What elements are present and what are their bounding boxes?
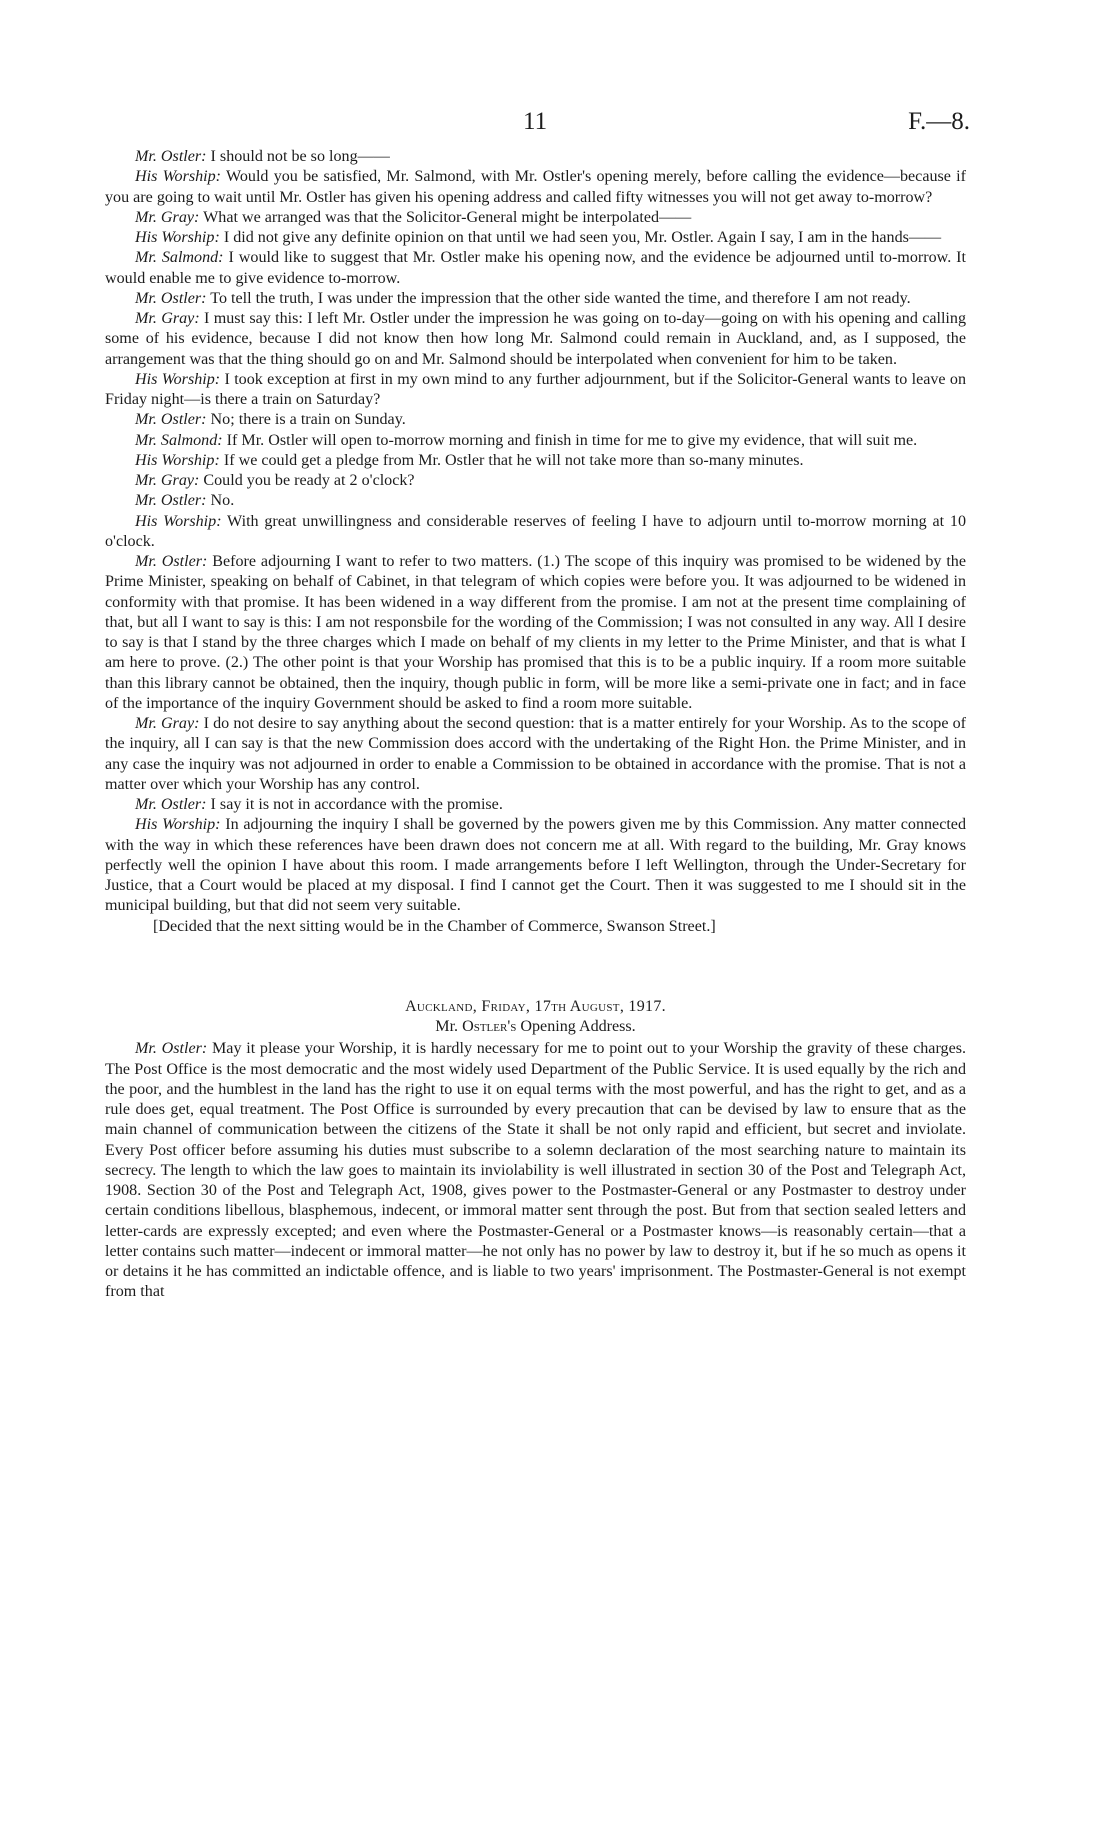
speaker-label: His Worship: xyxy=(135,370,221,388)
speech-text: I should not be so long—— xyxy=(206,148,390,165)
speech-text: In adjourning the inquiry I shall be governed by the powers given me by this Commission. Any matter connected with the way in which these references have been drawn does not concern me at all. With regard to the building, Mr. Gray knows perfectly well the opinion I have about this room. I made arrangements before I left Wellington, through the Under-Secretary for Justice, that a Court would be placed at my disposal. I find I cannot get the Court. Then it was suggested to me I should sit in the municipal building, but that did not seem very suitable. xyxy=(105,816,966,915)
speech-text: What we arranged was that the Solicitor-General might be interpolated—— xyxy=(199,208,692,226)
document-reference: F.—8. xyxy=(908,108,970,135)
transcript-paragraph xyxy=(105,289,966,309)
speech-text: No. xyxy=(206,492,235,510)
speaker-label: Mr. Gray: xyxy=(135,208,200,226)
address-paragraph xyxy=(105,1039,966,1302)
speech-text: Before adjourning I want to refer to two matters. (1.) The scope of this inquiry was promised to be widened by the Prime Minister, speaking on behalf of Cabinet, in that telegram of which copies were before you. It was adjourned to be widened in conformity with that promise. It has been widened in a way different from the promise. I am not at the present time complaining of that, but all I want to say is this: I am not responsbile for the wording of the Commission; I was not consulted in any way. All I desire to say is that I stand by the three charges which I made on behalf of my clients in my letter to the Prime Minister, and that is what I am here to prove. (2.) The other point is that your Worship has promised that this is to be a public inquiry. If a room more suitable than this library cannot be obtained, then the inquiry, though public in form, will be more like a semi-private one in fact; and in face of the importance of the inquiry Government should be asked to find a room more suitable. xyxy=(105,553,967,712)
speaker-label: Mr. Ostler: xyxy=(135,492,207,510)
decision-note: [Decided that the next sitting would be in the Chamber of Commerce, Swanson Street.] xyxy=(153,917,716,935)
transcript-paragraph xyxy=(105,552,966,714)
speaker-label: His Worship: xyxy=(135,229,220,246)
transcript-paragraph xyxy=(105,370,966,411)
speaker-label: Mr. Ostler: xyxy=(135,411,207,429)
speech-text: If Mr. Ostler will open to-morrow morning and finish in time for me to give my evidence, that will suit me. xyxy=(222,431,918,449)
speaker-label: Mr. Salmond: xyxy=(135,249,224,267)
transcript-paragraph xyxy=(105,451,966,471)
page-header xyxy=(0,108,1114,142)
section-subheading xyxy=(105,1017,966,1037)
transcript-paragraph xyxy=(105,309,966,370)
speech-text: I say it is not in accordance with the promise. xyxy=(206,796,503,813)
speaker-label: Mr. Gray: xyxy=(135,310,200,327)
transcript-paragraph xyxy=(105,815,966,916)
transcript-paragraph xyxy=(105,167,966,208)
section-spacer xyxy=(105,937,966,997)
page-number: 11 xyxy=(523,108,548,135)
transcript-paragraph xyxy=(105,147,966,167)
transcript-paragraph xyxy=(105,228,966,248)
subheading-name: Ostler's xyxy=(462,1018,517,1035)
page-body xyxy=(105,147,966,1303)
speaker-label: His Worship: xyxy=(135,512,222,530)
speaker-label: Mr. Ostler: xyxy=(135,1040,208,1058)
speech-text: Could you be ready at 2 o'clock? xyxy=(199,472,415,489)
speaker-label: Mr. Gray: xyxy=(135,472,200,489)
speaker-label: Mr. Ostler: xyxy=(135,553,208,570)
transcript-paragraph xyxy=(105,512,966,553)
transcript-paragraph xyxy=(105,714,966,795)
speech-text: I did not give any definite opinion on that until we had seen you, Mr. Ostler. Again I say, I am in the hands—— xyxy=(219,229,942,246)
speaker-label: His Worship: xyxy=(135,168,222,186)
speech-text: I do not desire to say anything about the second question: that is a matter entirely for your Worship. As to the scope of the inquiry, all I can say is that the new Commission does accord with the undertaking of the Right Hon. the Prime Minister, and in any case the inquiry was not adjourned in order to enable a Commission to be obtained in accordance with the promise. That is not a matter over which your Worship has any control. xyxy=(105,715,967,793)
subheading-suffix: Opening Address. xyxy=(516,1018,636,1035)
speech-text: Would you be satisfied, Mr. Salmond, with Mr. Ostler's opening merely, before calling the evidence—because if you are going to wait until Mr. Ostler has given his opening address and called fifty witnesses you will not get away to-morrow? xyxy=(105,168,966,206)
transcript-paragraph xyxy=(105,491,966,511)
subheading-prefix: Mr. xyxy=(435,1018,463,1035)
transcript-paragraph xyxy=(105,248,966,289)
speech-text: I took exception at first in my own mind to any further adjournment, but if the Solicitor-General wants to leave on Friday night—is there a train on Saturday? xyxy=(105,370,966,408)
speaker-label: Mr. Ostler: xyxy=(135,148,207,165)
speaker-label: His Worship: xyxy=(135,816,221,834)
speech-text: No; there is a train on Sunday. xyxy=(206,411,406,429)
speech-text: I would like to suggest that Mr. Ostler make his opening now, and the evidence be adjourned until to-morrow. It would enable me to give evidence to-morrow. xyxy=(105,249,967,287)
transcript-paragraph xyxy=(105,795,966,815)
speech-text: I must say this: I left Mr. Ostler under the impression he was going on to-day—going on with his opening and calling some of his evidence, because I did not know then how long Mr. Salmond could remain in Auckland, and, as I supposed, the arrangement was that the thing should go on and Mr. Salmond should be interpolated when convenient for him to be taken. xyxy=(105,310,966,368)
section-heading: Auckland, Friday, 17th August, 1917. xyxy=(405,997,666,1015)
speech-text: May it please your Worship, it is hardly necessary for me to point out to your Worship the gravity of these charges. The Post Office is the most democratic and the most widely used Department of the Public Service. It is used equally by the rich and the poor, and the humblest in the land has the right to use it on equal terms with the most powerful, and has the right to get, and as a rule does get, equal treatment. The Post Office is surrounded by every precaution that can be devised by law to ensure that as the main channel of communication between the citizens of the State it shall be not only rapid and efficient, but secret and inviolate. Every Post officer before assuming his duties must subscribe to a solemn declaration of the most searching nature to maintain its secrecy. The length to which the law goes to maintain its inviolability is well illustrated in section 30 of the Post and Telegraph Act, 1908. Section 30 of the Post and Telegraph Act, 1908, gives power to the Postmaster-General or any Postmaster to destroy under certain conditions libellous, blasphemous, indecent, or immoral matter sent through the post. But from that section sealed letters and letter-cards are expressly excepted; and even where the Postmaster-General or a Postmaster knows—is reasonably certain—that a letter contains such matter—indecent or immoral matter—he not only has no power by law to destroy it, but if he so much as opens it or detains it he has committed an indictable offence, and is liable to two years' imprisonment. The Postmaster-General is not exempt from that xyxy=(105,1040,966,1301)
transcript-paragraph xyxy=(105,471,966,491)
speech-text: If we could get a pledge from Mr. Ostler that he will not take more than so-many minutes. xyxy=(219,451,804,469)
transcript-paragraph xyxy=(105,410,966,430)
speech-text: With great unwillingness and considerable reserves of feeling I have to adjourn until to-morrow morning at 10 o'clock. xyxy=(105,512,966,550)
speaker-label: Mr. Salmond: xyxy=(135,431,223,449)
speaker-label: Mr. Gray: xyxy=(135,715,200,732)
speech-text: To tell the truth, I was under the impression that the other side wanted the time, and therefore I am not ready. xyxy=(206,289,911,307)
transcript-paragraph xyxy=(105,431,966,451)
speaker-label: His Worship: xyxy=(135,451,220,469)
transcript-paragraph xyxy=(105,208,966,228)
speaker-label: Mr. Ostler: xyxy=(135,289,207,307)
speaker-label: Mr. Ostler: xyxy=(135,796,207,813)
